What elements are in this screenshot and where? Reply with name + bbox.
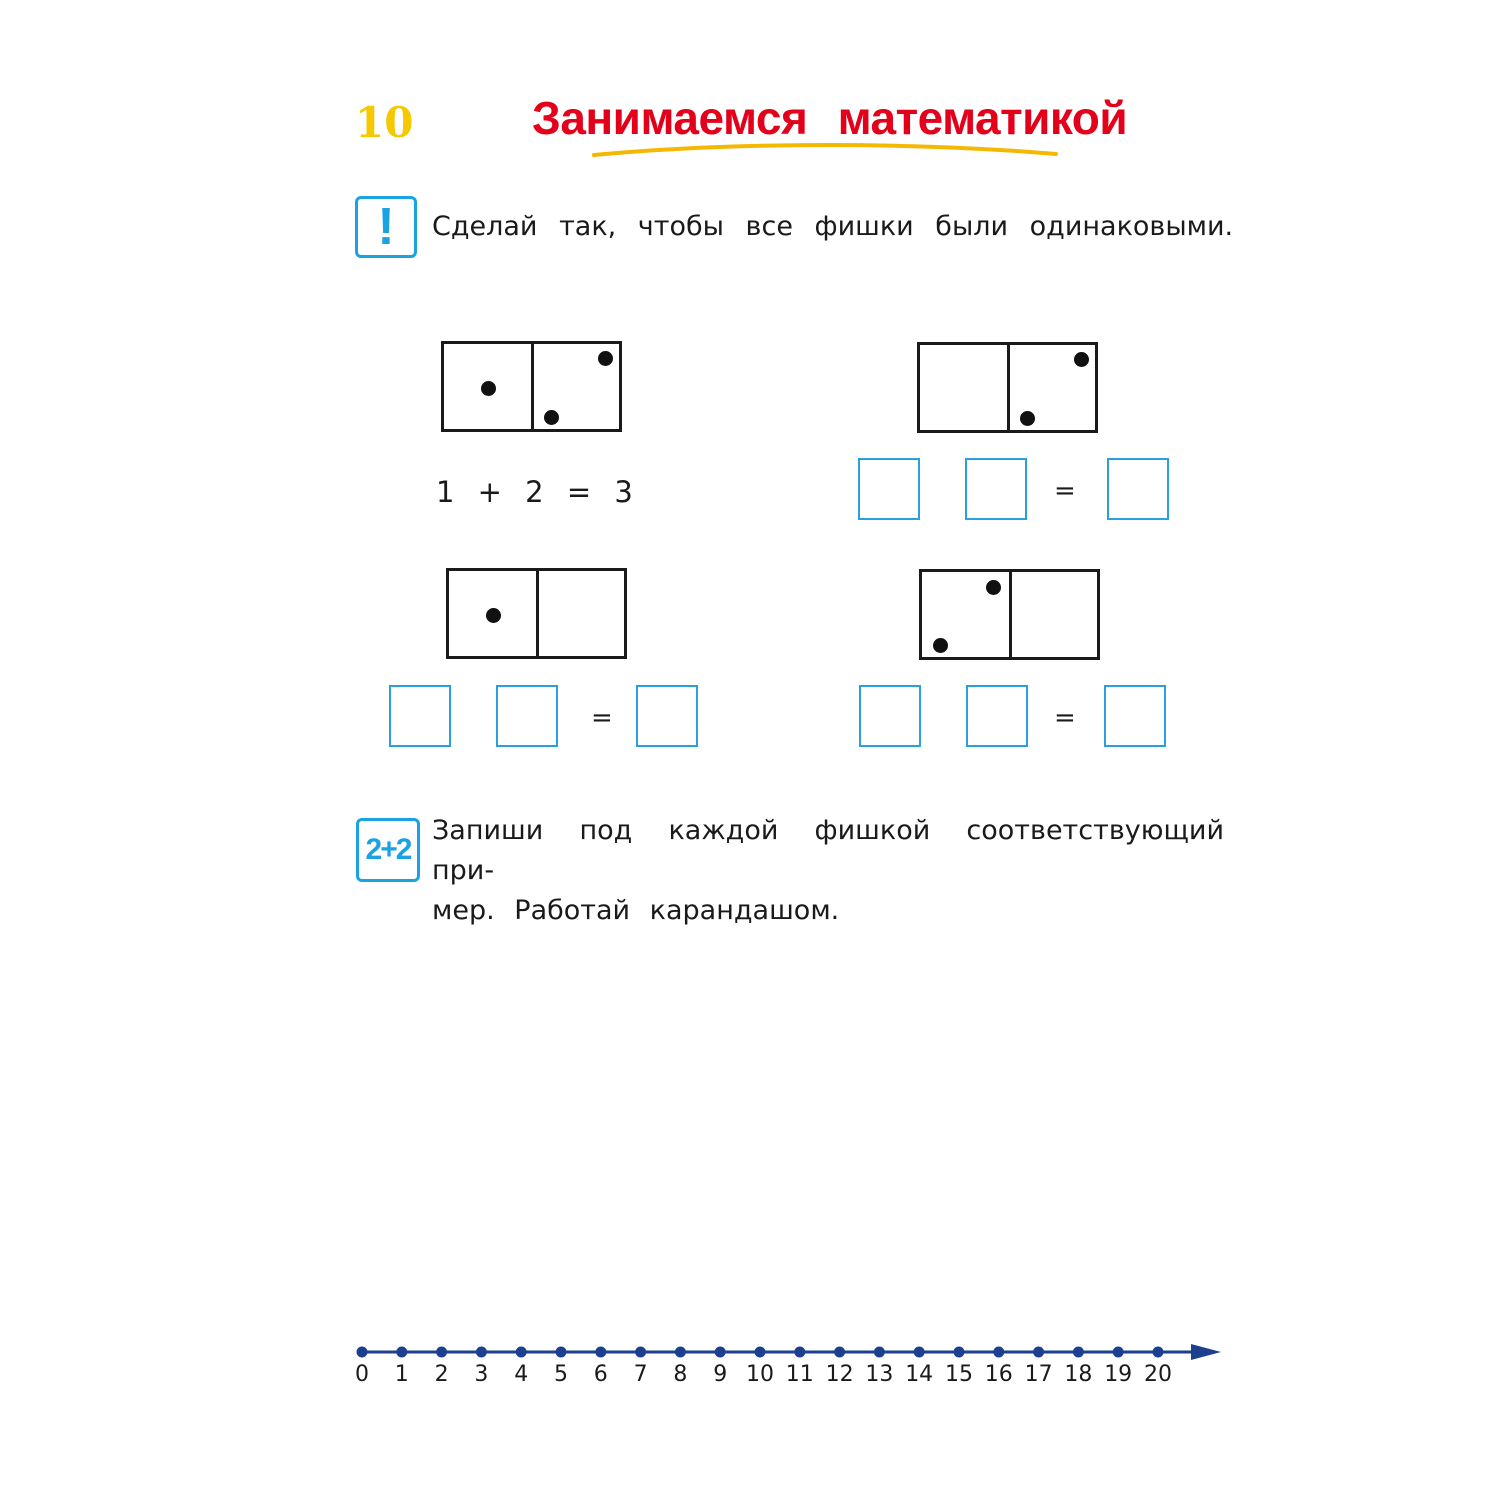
number-line-label: 14 [905,1362,934,1387]
answer-box[interactable] [496,685,558,747]
number-line-tick [1113,1347,1124,1358]
answer-box[interactable] [1107,458,1169,520]
number-line-tick [1033,1347,1044,1358]
number-line-tick [635,1347,646,1358]
number-line [355,1338,1225,1398]
domino-dot [598,351,613,366]
task-instruction-line: мер. Работай карандашом. [432,895,840,926]
number-line-label: 10 [746,1362,774,1387]
equals-sign: = [591,703,613,733]
number-line-tick [1073,1347,1084,1358]
number-line-label: 3 [474,1362,489,1387]
exclamation-icon: ! [355,196,417,258]
number-line-label: 4 [514,1362,529,1387]
answer-box[interactable] [966,685,1028,747]
number-line-label: 11 [785,1362,814,1387]
domino-dot [544,410,559,425]
number-line-tick [993,1347,1004,1358]
number-line-tick [1153,1347,1164,1358]
number-line-tick [834,1347,845,1358]
answer-box[interactable] [1104,685,1166,747]
math-example-icon: 2+2 [356,818,420,882]
task-instruction [432,811,1224,931]
arrow-head [1191,1344,1221,1360]
number-line-tick [914,1347,925,1358]
task-instruction: Сделай так, чтобы все фишки были одинаковыми. [432,211,1234,242]
domino-divider [1009,572,1012,657]
number-line-label: 5 [554,1362,568,1387]
number-line-tick [954,1347,965,1358]
answer-box[interactable] [389,685,451,747]
number-line-tick [436,1347,447,1358]
number-line-label: 1 [394,1362,409,1387]
equals-sign: = [1054,703,1076,733]
number-line-label: 17 [1024,1362,1053,1387]
number-line-label: 6 [593,1362,608,1387]
number-line-tick [794,1347,805,1358]
number-line-label: 2 [434,1362,449,1387]
domino-tile [446,568,627,659]
number-line-tick [476,1347,487,1358]
number-line-tick [556,1347,567,1358]
number-line-label: 13 [865,1362,894,1387]
number-line-label: 16 [984,1362,1013,1387]
number-line-tick [874,1347,885,1358]
task-instruction-line: Запиши под каждой фишкой соответствующий при- [432,815,1224,886]
answer-box[interactable] [858,458,920,520]
number-line-label: 18 [1064,1362,1093,1387]
domino-divider [1007,345,1010,430]
domino-dot [1020,411,1035,426]
number-line-tick [595,1347,606,1358]
domino-dot [986,580,1001,595]
number-line-label: 8 [673,1362,688,1387]
answer-box[interactable] [965,458,1027,520]
answer-box[interactable] [859,685,921,747]
number-line-tick [516,1347,527,1358]
number-line-tick [357,1347,368,1358]
title-underline [590,140,1060,160]
domino-tile [917,342,1098,433]
number-line-tick [715,1347,726,1358]
number-line-label: 7 [633,1362,648,1387]
number-line-tick [755,1347,766,1358]
page-number: 10 [355,98,414,147]
number-line-label: 12 [825,1362,854,1387]
sample-equation: 1 + 2 = 3 [436,475,633,509]
number-line-tick [396,1347,407,1358]
domino-dot [933,638,948,653]
equals-sign: = [1054,476,1076,506]
page-title: Занимаемся математикой [532,92,1128,144]
number-line-label: 19 [1104,1362,1133,1387]
number-line-label: 15 [945,1362,973,1387]
domino-tile [441,341,622,432]
answer-box[interactable] [636,685,698,747]
domino-tile [919,569,1100,660]
number-line-label: 20 [1144,1362,1172,1387]
domino-dot [486,608,501,623]
domino-dot [481,381,496,396]
number-line-label: 0 [355,1362,369,1387]
number-line-label: 9 [713,1362,728,1387]
domino-dot [1074,352,1089,367]
domino-divider [531,344,534,429]
domino-divider [536,571,539,656]
number-line-tick [675,1347,686,1358]
